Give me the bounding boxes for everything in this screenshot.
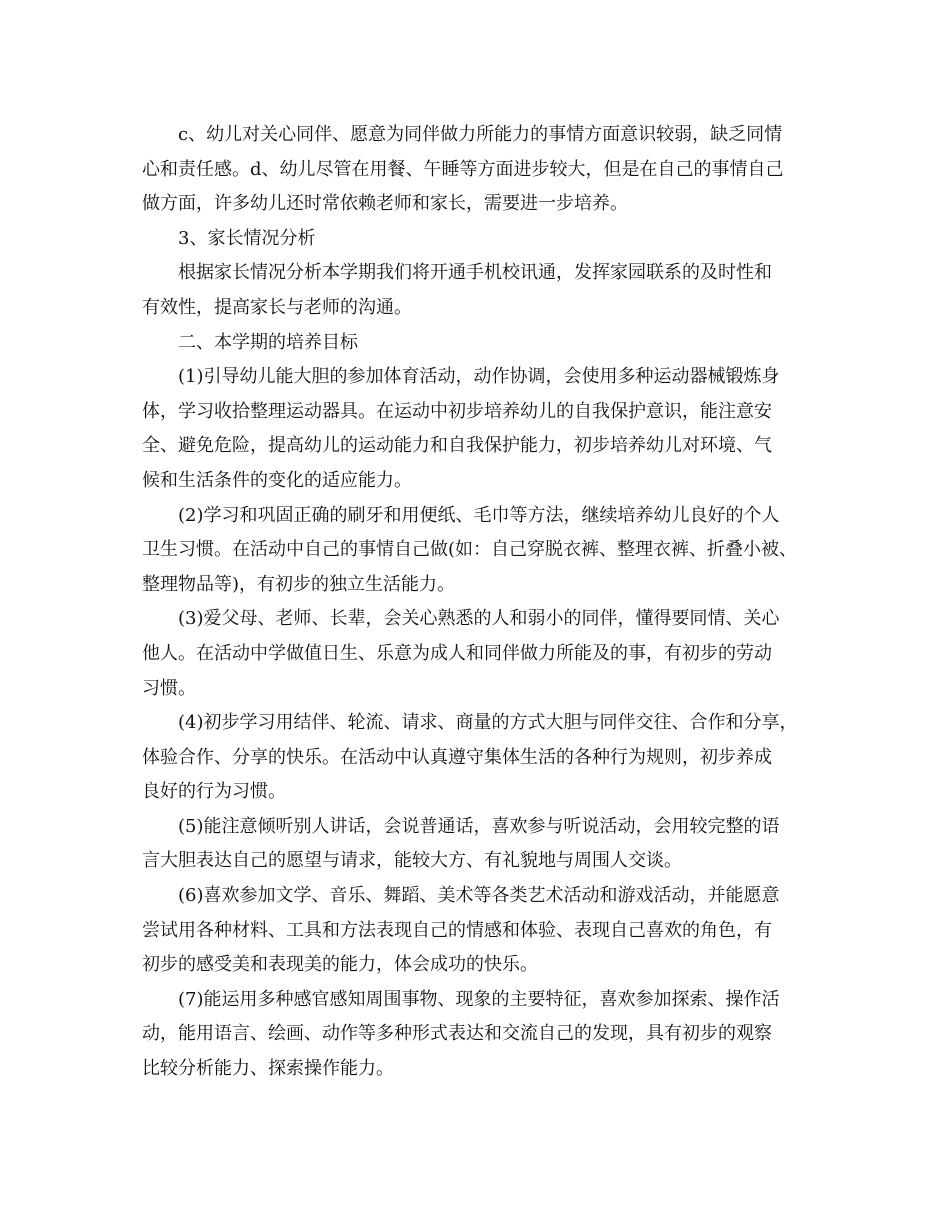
text-line: (2)学习和巩固正确的刷牙和用便纸、毛巾等方法，继续培养幼儿良好的个人 — [178, 504, 780, 526]
text-line: (4)初步学习用结伴、轮流、请求、商量的方式大胆与同伴交往、合作和分享， — [178, 712, 798, 734]
text-line: 比较分析能力、探索操作能力。 — [142, 1058, 394, 1080]
text-line: 做方面，许多幼儿还时常依赖老师和家长，需要进一步培养。 — [142, 193, 628, 215]
section-heading: 二、本学期的培养目标 — [178, 331, 358, 353]
text-line: 有效性，提高家长与老师的沟通。 — [142, 296, 412, 318]
text-line: 体验合作、分享的快乐。在活动中认真遵守集体生活的各种行为规则，初步养成 — [142, 746, 772, 768]
text-line: 言大胆表达自己的愿望与请求，能较大方、有礼貌地与周围人交谈。 — [142, 850, 682, 872]
text-line: 候和生活条件的变化的适应能力。 — [142, 469, 412, 491]
text-line: 体，学习收拾整理运动器具。在运动中初步培养幼儿的自我保护意识，能注意安 — [142, 400, 772, 422]
document-body — [142, 118, 818, 1087]
text-line: 全、避免危险，提高幼儿的运动能力和自我保护能力，初步培养幼儿对环境、气 — [142, 435, 772, 457]
text-line: (3)爱父母、老师、长辈，会关心熟悉的人和弱小的同伴，懂得要同情、关心 — [178, 608, 780, 630]
text-line: 他人。在活动中学做值日生、乐意为成人和同伴做力所能及的事，有初步的劳动 — [142, 642, 772, 664]
text-line: 习惯。 — [142, 677, 196, 699]
text-line: (5)能注意倾听别人讲话，会说普通话，喜欢参与听说活动，会用较完整的语 — [178, 815, 780, 837]
text-line: (1)引导幼儿能大胆的参加体育活动，动作协调，会使用多种运动器械锻炼身 — [178, 366, 780, 388]
text-line: 尝试用各种材料、工具和方法表现自己的情感和体验、表现自己喜欢的角色，有 — [142, 919, 772, 941]
text-line: 良好的行为习惯。 — [142, 781, 286, 803]
text-line: c、幼儿对关心同伴、愿意为同伴做力所能力的事情方面意识较弱，缺乏同情 — [178, 124, 783, 145]
text-line: 根据家长情况分析本学期我们将开通手机校讯通，发挥家园联系的及时性和 — [178, 262, 772, 284]
section-heading: 3、家长情况分析 — [178, 227, 316, 249]
text-line: 整理物品等)，有初步的独立生活能力。 — [142, 573, 456, 595]
text-line: 心和责任感。d、幼儿尽管在用餐、午睡等方面进步较大，但是在自己的事情自己 — [142, 158, 784, 180]
text-line: (7)能运用多种感官感知周围事物、现象的主要特征，喜欢参加探索、操作活 — [178, 988, 780, 1010]
text-line: 初步的感受美和表现美的能力，体会成功的快乐。 — [142, 954, 538, 976]
text-line: (6)喜欢参加文学、音乐、舞蹈、美术等各类艺术活动和游戏活动，并能愿意 — [178, 885, 780, 907]
text-line: 动，能用语言、绘画、动作等多种形式表达和交流自己的发现，具有初步的观察 — [142, 1023, 772, 1045]
text-line: 卫生习惯。在活动中自己的事情自己做(如：自己穿脱衣裤、整理衣裤、折叠小被、 — [142, 539, 798, 561]
